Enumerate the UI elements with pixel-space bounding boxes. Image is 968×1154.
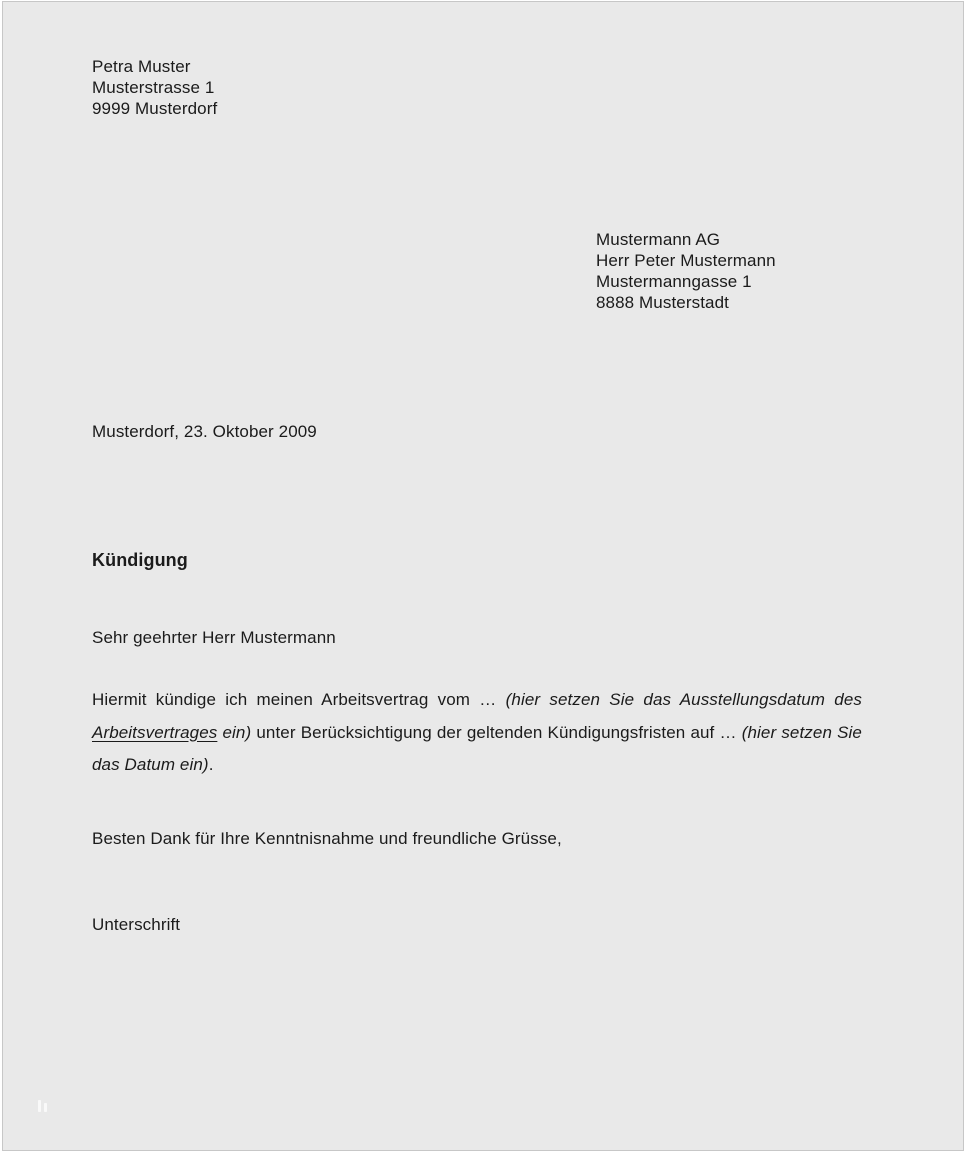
body-text-segment: (hier setzen Sie das Ausstellungsdatum des xyxy=(505,690,862,709)
recipient-street: Mustermanngasse 1 xyxy=(596,272,752,291)
date-line: Musterdorf, 23. Oktober 2009 xyxy=(92,422,317,441)
body-text-segment: . xyxy=(208,755,214,774)
recipient-city: 8888 Musterstadt xyxy=(596,293,729,312)
faint-watermark-mark xyxy=(38,1100,50,1114)
sender-city: 9999 Musterdorf xyxy=(92,99,218,118)
salutation: Sehr geehrter Herr Mustermann xyxy=(92,628,336,647)
recipient-company: Mustermann AG xyxy=(596,230,721,249)
signature-label: Unterschrift xyxy=(92,915,181,934)
recipient-address-block xyxy=(596,229,776,313)
subject-heading: Kündigung xyxy=(92,550,188,570)
body-text-segment: ein) xyxy=(217,722,252,742)
sender-name: Petra Muster xyxy=(92,57,191,76)
recipient-name: Herr Peter Mustermann xyxy=(596,251,776,270)
letter-sheet xyxy=(2,1,964,1151)
body-text-segment: Arbeitsvertrages xyxy=(92,722,218,742)
body-paragraph xyxy=(92,684,862,782)
sender-street: Musterstrasse 1 xyxy=(92,78,215,97)
body-text-segment: Hiermit kündige ich meinen Arbeitsvertrag vom … xyxy=(92,690,506,709)
closing-line: Besten Dank für Ihre Kenntnisnahme und freundliche Grüsse, xyxy=(92,829,562,848)
body-text-segment: unter Berücksichtigung der geltenden Kündigungsfristen auf … xyxy=(251,722,742,742)
body-text-segment: (hier setzen Sie das Datum ein) xyxy=(92,722,862,774)
sender-address-block xyxy=(92,56,217,119)
